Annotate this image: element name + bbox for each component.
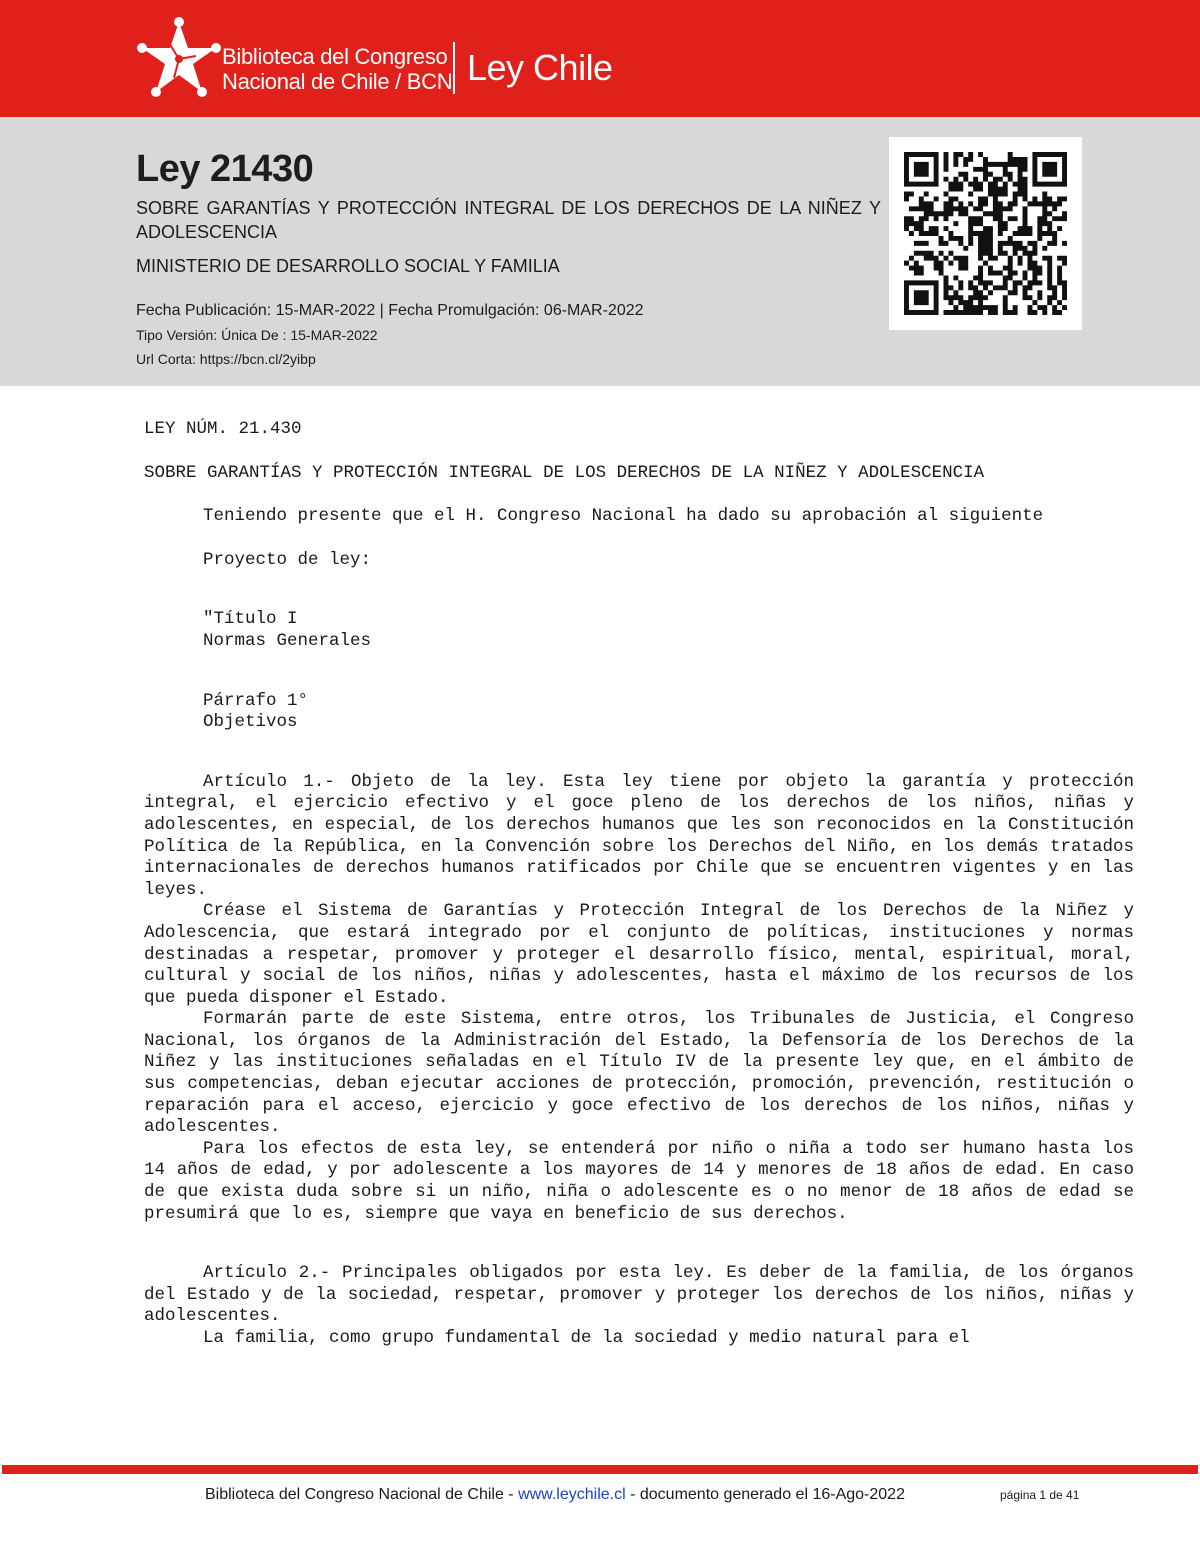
logo-divider	[453, 42, 455, 94]
heading-law-subject: SOBRE GARANTÍAS Y PROTECCIÓN INTEGRAL DE LOS DERECHOS DE LA NIÑEZ Y ADOLESCENCIA	[144, 462, 985, 483]
titulo-heading: "Título I	[203, 609, 298, 630]
intro-paragraph: Teniendo presente que el H. Congreso Nacional ha dado su aprobación al siguiente	[203, 506, 1044, 527]
titulo-name: Normas Generales	[203, 630, 372, 651]
law-short-url[interactable]: Url Corta: https://bcn.cl/2yibp	[136, 351, 316, 367]
brand-name: Ley Chile	[467, 47, 613, 88]
header-bar	[0, 0, 1200, 117]
footer-link[interactable]: www.leychile.cl	[518, 1486, 626, 1503]
law-version: Tipo Versión: Única De : 15-MAR-2022	[136, 327, 378, 343]
logo-wordmark	[222, 44, 452, 94]
qr-code	[889, 137, 1082, 330]
article-2-paragraph-2: La familia, como grupo fundamental de la sociedad y medio natural para el	[203, 1328, 970, 1348]
article-1-paragraph-2: Créase el Sistema de Garantías y Protección Integral de los Derechos de la Niñez y Adolescencia, que estará integrado por el conjunto de políticas, instituciones y normas destinadas a respetar, promover y proteger el desarrollo físico, mental, espiritual, moral, cultural y social de los niños, niñas y adolescentes, hasta el máximo de los recursos de los que pueda disponer el Estado.	[144, 901, 1134, 1008]
footer-suffix: - documento generado el 16-Ago-2022	[625, 1486, 905, 1503]
law-ministry: MINISTERIO DE DESARROLLO SOCIAL Y FAMILIA	[136, 256, 560, 276]
footer-prefix: Biblioteca del Congreso Nacional de Chile -	[205, 1486, 519, 1503]
law-title: Ley 21430	[136, 148, 314, 190]
article-1-paragraph-4: Para los efectos de esta ley, se entenderá por niño o niña a todo ser humano hasta los 14 años de edad, y por adolescente a los mayores de 14 y menores de 18 años de edad. En caso de que exista duda sobre si un niño, niña o adolescente es o no menor de 18 años de edad se presumirá que lo es, siempre que vaya en beneficio de sus derechos.	[144, 1138, 1134, 1224]
parrafo-heading: Párrafo 1°	[203, 690, 309, 711]
qr-code-icon	[904, 152, 1067, 315]
document-body	[144, 419, 1134, 1350]
law-subtitle: SOBRE GARANTÍAS Y PROTECCIÓN INTEGRAL DE LOS DERECHOS DE LA NIÑEZ Y ADOLESCENCIA	[136, 198, 881, 242]
article-1-paragraph-1: Artículo 1.- Objeto de la ley. Esta ley tiene por objeto la garantía y protección integral, el ejercicio efectivo y el goce pleno de los derechos de los niños, niñas y adolescentes, en especial, de los derechos humanos que les son reconocidos en la Constitución Política de la República, en la Convención sobre los Derechos del Niño, en los demás tratados internacionales de derechos humanos ratificados por Chile que se encuentren vigentes y en las leyes.	[144, 771, 1134, 900]
parrafo-name: Objetivos	[203, 712, 298, 733]
article-1-paragraph-3: Formarán parte de este Sistema, entre otros, los Tribunales de Justicia, el Congreso Nacional, los órganos de la Administración del Estado, la Defensoría de los Derechos de la Niñez y las instituciones señaladas en el Título IV de la presente ley que, en el ámbito de sus competencias, deban ejecutar acciones de protección, promoción, prevención, restitución o reparación para el acceso, ejercicio y goce efectivo de los derechos de los niños, niñas y adolescentes.	[144, 1009, 1134, 1138]
footer-divider	[2, 1465, 1198, 1474]
logo-line-1: Biblioteca del Congreso	[222, 44, 448, 69]
article-2-paragraph-1: Artículo 2.- Principales obligados por esta ley. Es deber de la familia, de los órganos del Estado y de la sociedad, respetar, promover y proteger los derechos de los niños, niñas y adolescentes.	[144, 1263, 1134, 1327]
star-network-icon	[136, 16, 222, 98]
footer-text	[205, 1486, 905, 1504]
heading-law-number: LEY NÚM. 21.430	[144, 419, 302, 439]
page-number: página 1 de 41	[1000, 1488, 1080, 1502]
law-dates: Fecha Publicación: 15-MAR-2022 | Fecha Promulgación: 06-MAR-2022	[136, 302, 644, 319]
proyecto-label: Proyecto de ley:	[203, 549, 372, 570]
logo-line-2: Nacional de Chile / BCN	[222, 69, 453, 94]
